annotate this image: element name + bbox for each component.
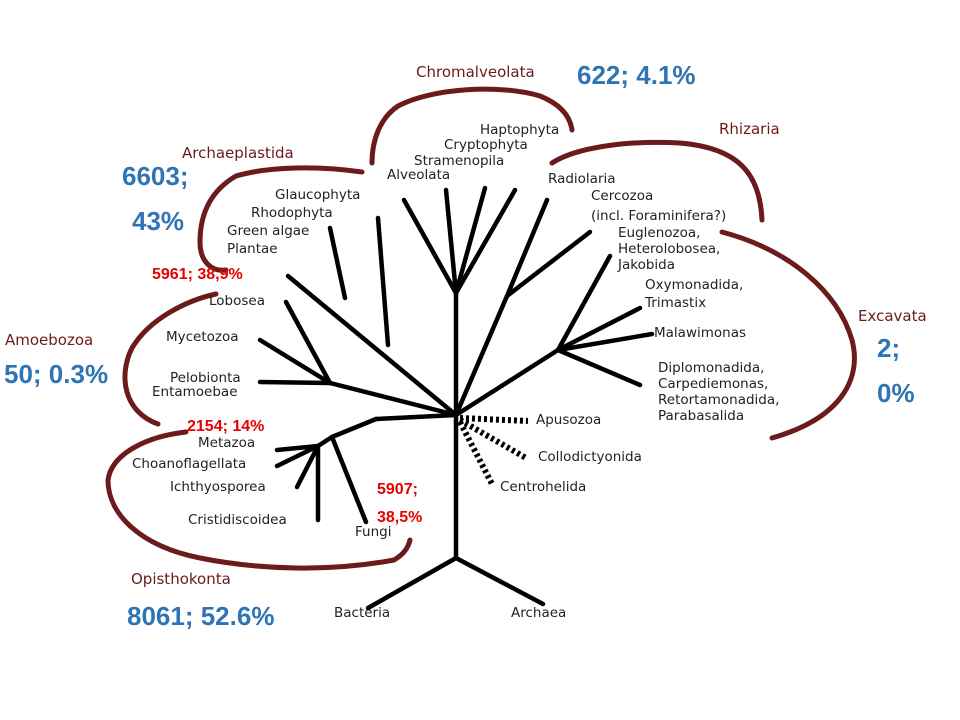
taxon-plantae: Plantae xyxy=(227,241,278,257)
taxon-cercozoa-note: (incl. Foraminifera?) xyxy=(591,208,727,224)
taxon-radiolaria: Radiolaria xyxy=(548,171,616,187)
taxon-archaea: Archaea xyxy=(511,605,567,621)
stat-excavata-percent: 0% xyxy=(877,378,915,408)
taxon-pelobionta: Pelobionta xyxy=(170,370,241,386)
rhodophyta-branch xyxy=(330,228,345,298)
taxon-ichthyosporea: Ichthyosporea xyxy=(170,479,266,495)
taxon-green-algae: Green algae xyxy=(227,223,310,239)
stat-chromalveolata: 622; 4.1% xyxy=(577,60,696,90)
stat-archaeplastida-count: 6603; xyxy=(122,161,189,191)
opisthokonta-bracket xyxy=(108,432,410,568)
taxon-bacteria: Bacteria xyxy=(334,605,391,621)
taxon-diplomonadida: Diplomonadida, xyxy=(658,360,765,376)
bacteria-branch xyxy=(368,558,456,608)
uncertain-branches xyxy=(460,418,528,484)
taxon-entamoebae: Entamoebae xyxy=(152,384,238,400)
taxon-euglenozoa: Euglenozoa, xyxy=(618,225,701,241)
taxon-trimastix: Trimastix xyxy=(645,295,707,311)
group-amoebozoa: Amoebozoa xyxy=(5,331,94,349)
taxon-parabasalida: Parabasalida xyxy=(658,408,745,424)
taxon-cryptophyta: Cryptophyta xyxy=(444,137,528,153)
stat-fungi-count: 5907; xyxy=(377,481,418,498)
holozoa-stem xyxy=(318,437,332,446)
apusozoa-branch xyxy=(460,418,528,421)
glaucophyta-branch xyxy=(378,218,388,345)
cryptophyta-branch xyxy=(456,188,485,293)
taxon-glaucophyta: Glaucophyta xyxy=(275,187,361,203)
tree-branches xyxy=(260,188,652,608)
taxon-stramenopila: Stramenopila xyxy=(414,153,505,169)
fungi-branch xyxy=(332,437,366,522)
archaea-branch xyxy=(456,558,543,604)
group-archaeplastida: Archaeplastida xyxy=(182,144,294,162)
group-chromalveolata: Chromalveolata xyxy=(416,63,535,81)
stat-archaeplastida-percent: 43% xyxy=(132,206,185,236)
amoebozoa-bracket xyxy=(125,294,216,424)
taxon-cercozoa: Cercozoa xyxy=(591,188,654,204)
group-rhizaria: Rhizaria xyxy=(719,120,780,138)
taxon-alveolata: Alveolata xyxy=(387,167,451,183)
stat-amoebozoa: 50; 0.3% xyxy=(4,359,109,389)
group-excavata: Excavata xyxy=(858,307,927,325)
taxon-choanoflagellata: Choanoflagellata xyxy=(132,456,247,472)
taxon-jakobida: Jakobida xyxy=(618,257,676,273)
taxon-heterolobosea: Heterolobosea, xyxy=(618,241,721,257)
stat-metazoa: 2154; 14% xyxy=(187,418,265,435)
taxon-lobosea: Lobosea xyxy=(209,293,265,309)
taxon-metazoa: Metazoa xyxy=(198,435,256,451)
haptophyta-branch xyxy=(456,190,515,293)
taxon-rhodophyta: Rhodophyta xyxy=(251,205,333,221)
taxon-centrohelida: Centrohelida xyxy=(500,479,587,495)
taxon-carpediemonas: Carpediemonas, xyxy=(658,376,769,392)
taxon-retortamonadida: Retortamonadida, xyxy=(658,392,780,408)
stat-fungi-percent: 38,5% xyxy=(377,509,423,526)
taxon-mycetozoa: Mycetozoa xyxy=(166,329,239,345)
group-opisthokonta: Opisthokonta xyxy=(131,570,231,588)
diplomonadida-branch xyxy=(558,350,640,385)
pelobionta-branch xyxy=(260,382,330,383)
opisthokonta-inner xyxy=(332,419,376,437)
stat-opisthokonta: 8061; 52.6% xyxy=(127,601,275,631)
taxon-oxymonadida: Oxymonadida, xyxy=(645,277,744,293)
taxon-cristidiscoidea: Cristidiscoidea xyxy=(188,512,287,528)
stat-excavata-count: 2; xyxy=(877,333,901,363)
opisthokonta-stem xyxy=(376,415,456,419)
taxon-collodictyonida: Collodictyonida xyxy=(538,449,642,465)
taxon-malawimonas: Malawimonas xyxy=(654,325,747,341)
taxon-haptophyta: Haptophyta xyxy=(480,122,560,138)
taxon-apusozoa: Apusozoa xyxy=(536,412,602,428)
stat-plantae: 5961; 38,9% xyxy=(152,266,243,283)
taxon-fungi: Fungi xyxy=(355,524,392,540)
